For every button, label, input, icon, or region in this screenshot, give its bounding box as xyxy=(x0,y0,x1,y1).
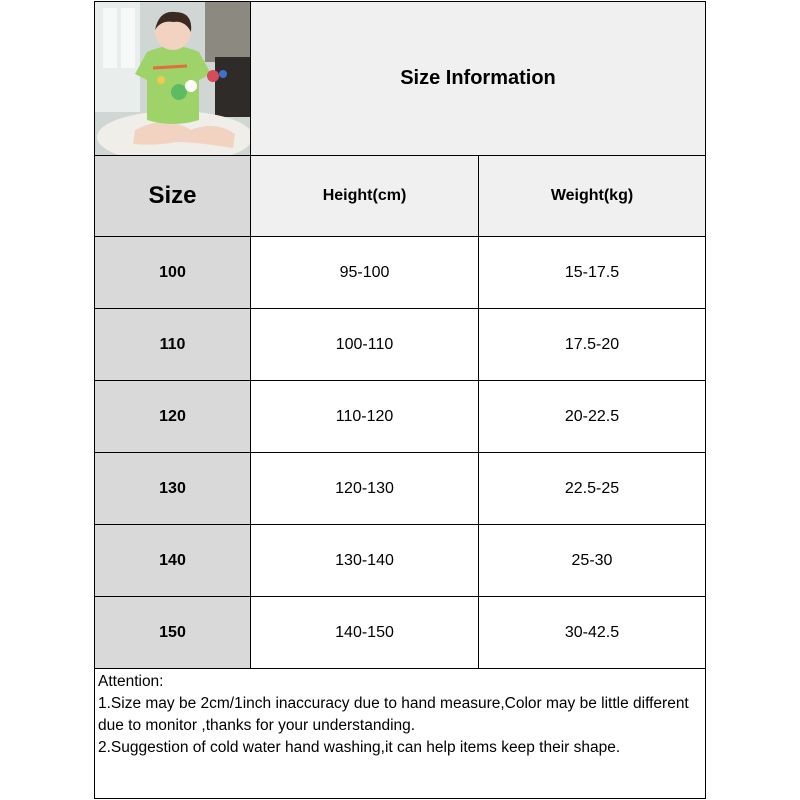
table-divider xyxy=(94,155,706,156)
size-cell: 120 xyxy=(95,381,250,452)
header-weight: Weight(kg) xyxy=(479,156,705,236)
attention-note-1: 1.Size may be 2cm/1inch inaccuracy due to hand measure,Color may be little different due to monitor ,thanks for your understanding. xyxy=(98,695,689,734)
child-photo-illustration xyxy=(95,2,250,155)
weight-cell: 22.5-25 xyxy=(564,479,620,497)
size-cell: 150 xyxy=(95,597,250,668)
weight-cell: 20-22.5 xyxy=(564,407,620,425)
column-divider xyxy=(250,1,251,669)
size-chart xyxy=(94,1,706,799)
header-size: Size xyxy=(95,156,250,236)
height-cell: 95-100 xyxy=(339,263,390,281)
table-divider xyxy=(94,308,706,309)
weight-cell: 15-17.5 xyxy=(564,263,620,281)
weight-cell: 25-30 xyxy=(571,551,613,569)
size-cell: 130 xyxy=(95,453,250,524)
size-cell: 100 xyxy=(95,237,250,308)
attention-note-2: 2.Suggestion of cold water hand washing,it can help items keep their shape. xyxy=(98,739,621,756)
table-divider xyxy=(94,380,706,381)
height-cell: 120-130 xyxy=(335,479,394,497)
table-border-right xyxy=(705,1,706,799)
size-info-title: Size Information xyxy=(251,2,705,155)
weight-cell: 17.5-20 xyxy=(564,335,620,353)
weight-cell: 30-42.5 xyxy=(564,623,620,641)
table-divider xyxy=(94,668,706,669)
attention-heading: Attention: xyxy=(98,673,164,690)
header-height: Height(cm) xyxy=(251,156,478,236)
table-border-left xyxy=(94,1,95,799)
column-divider xyxy=(478,155,479,669)
table-divider xyxy=(94,236,706,237)
table-border-top xyxy=(94,1,706,2)
table-divider xyxy=(94,524,706,525)
table-border-bottom xyxy=(94,798,706,799)
table-divider xyxy=(94,452,706,453)
height-cell: 100-110 xyxy=(335,335,394,353)
table-divider xyxy=(94,596,706,597)
height-cell: 130-140 xyxy=(335,551,394,569)
product-photo xyxy=(95,2,250,155)
height-cell: 140-150 xyxy=(335,623,394,641)
size-cell: 110 xyxy=(95,309,250,380)
height-cell: 110-120 xyxy=(335,407,394,425)
size-cell: 140 xyxy=(95,525,250,596)
attention-notes xyxy=(98,671,702,759)
